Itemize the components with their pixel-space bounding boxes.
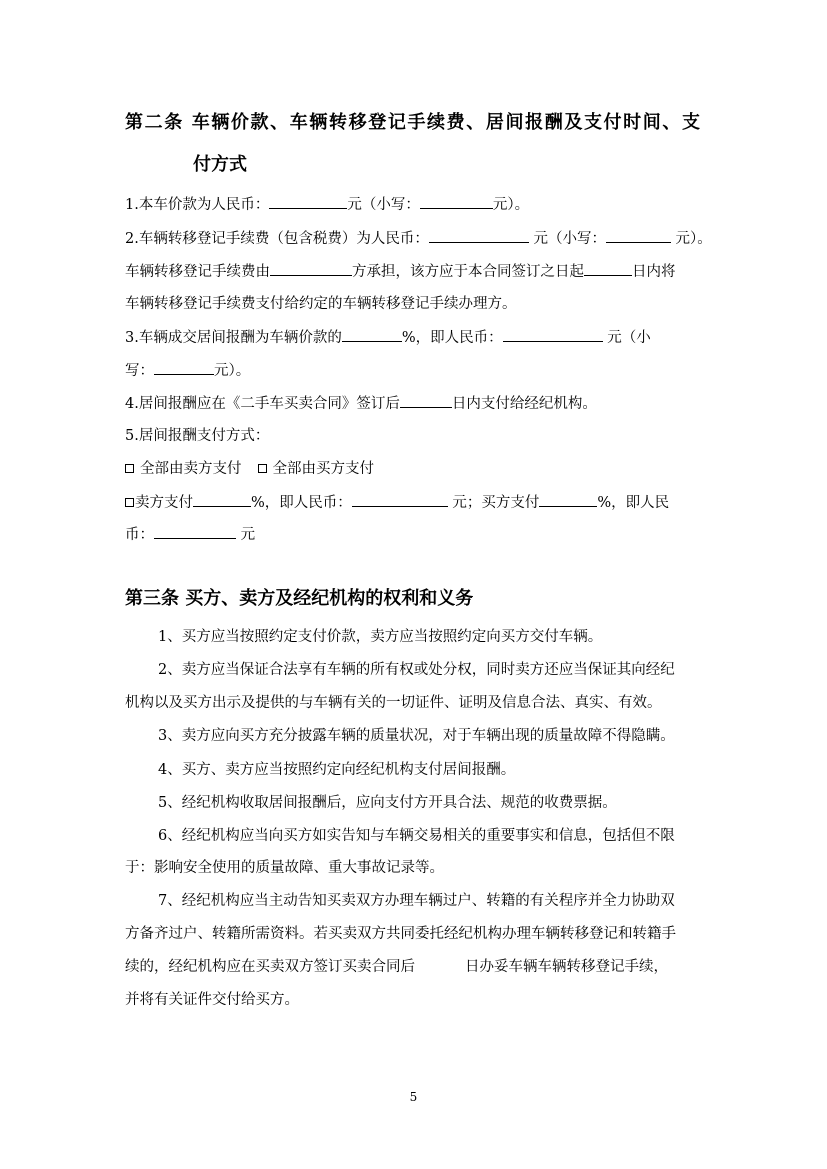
item5-split-line: 卖方支付 %，即人民币： 元；买方支付 %，即人民 — [125, 492, 669, 513]
commission-small-blank[interactable] — [154, 360, 214, 375]
price-blank[interactable] — [269, 194, 347, 209]
item4-line: 4.居间报酬应在《二手车买卖合同》签订后 日内支付给经纪机构。 — [125, 393, 597, 414]
fee-days-blank[interactable] — [584, 261, 632, 276]
article3-p7d: 并将有关证件交付给买方。 — [125, 992, 299, 1008]
price-small-blank[interactable] — [420, 194, 493, 209]
fee-small-blank[interactable] — [606, 228, 671, 243]
seller-amount-blank[interactable] — [352, 492, 448, 507]
article3-p6a: 6、经纪机构应当向买方如实告知与车辆交易相关的重要事实和信息，包括但不限 — [158, 828, 675, 844]
article3-heading: 第三条 买方、卖方及经纪机构的权利和义务 — [125, 588, 474, 609]
article3-p2a: 2、卖方应当保证合法享有车辆的所有权或处分权，同时卖方还应当保证其向经纪 — [158, 662, 675, 678]
article3-p2b: 机构以及买方出示及提供的与车辆有关的一切证件、证明及信息合法、真实、有效。 — [125, 695, 662, 711]
article3-p1: 1、买方应当按照约定支付价款，卖方应当按照约定向买方交付车辆。 — [158, 629, 603, 645]
article2-heading-cont: 付方式 — [193, 154, 247, 175]
article3-p5: 5、经纪机构收取居间报酬后，应向支付方开具合法、规范的收费票据。 — [158, 795, 617, 811]
article3-p3: 3、卖方应向买方充分披露车辆的质量状况，对于车辆出现的质量故障不得隐瞒。 — [158, 728, 675, 744]
article2-heading: 第二条 车辆价款、车辆转移登记手续费、居间报酬及支付时间、支 — [125, 112, 700, 133]
option-seller-checkbox[interactable] — [125, 464, 134, 473]
item2-line: 2.车辆转移登记手续费（包含税费）为人民币： 元（小写： 元）。 — [125, 228, 712, 249]
article3-p4: 4、买方、卖方应当按照约定向经纪机构支付居间报酬。 — [158, 762, 516, 778]
commission-percent-blank[interactable] — [342, 327, 402, 342]
item2-line3: 车辆转移登记手续费支付给约定的车辆转移登记手续办理方。 — [125, 296, 517, 312]
item5-options: 全部由卖方支付 全部由买方支付 — [125, 459, 374, 479]
page-number: 5 — [409, 1090, 418, 1104]
option-buyer-checkbox[interactable] — [258, 464, 267, 473]
article3-p7c: 续的，经纪机构应在买卖双方签订买卖合同后 日办妥车辆车辆转移登记手续， — [125, 959, 668, 975]
commission-amount-blank[interactable] — [503, 327, 603, 342]
buyer-amount-blank[interactable] — [154, 524, 236, 539]
item3-line: 3.车辆成交居间报酬为车辆价款的 %，即人民币： 元（小 — [125, 327, 700, 348]
item5-label: 5.居间报酬支付方式： — [125, 428, 270, 444]
item5-split-line2: 币： 元 — [125, 524, 255, 545]
fee-blank[interactable] — [429, 228, 529, 243]
fee-party-blank[interactable] — [270, 261, 352, 276]
seller-percent-blank[interactable] — [193, 492, 251, 507]
buyer-percent-blank[interactable] — [539, 492, 597, 507]
article3-p6b: 于：影响安全使用的质量故障、重大事故记录等。 — [125, 860, 444, 876]
article3-p7b: 方备齐过户、转籍所需资料。若买卖双方共同委托经纪机构办理车辆转移登记和转籍手 — [125, 926, 676, 942]
item3-line2: 写： 元）。 — [125, 360, 250, 381]
item2-line2: 车辆转移登记手续费由 方承担，该方应于本合同签订之日起 日内将 — [125, 261, 676, 282]
commission-days-blank[interactable] — [400, 393, 452, 408]
item1-line: 1.本车价款为人民币： 元（小写： 元）。 — [125, 194, 529, 215]
option-split-checkbox[interactable] — [125, 498, 134, 507]
article3-p7a: 7、经纪机构应当主动告知买卖双方办理车辆过户、转籍的有关程序并全力协助双 — [158, 893, 675, 909]
